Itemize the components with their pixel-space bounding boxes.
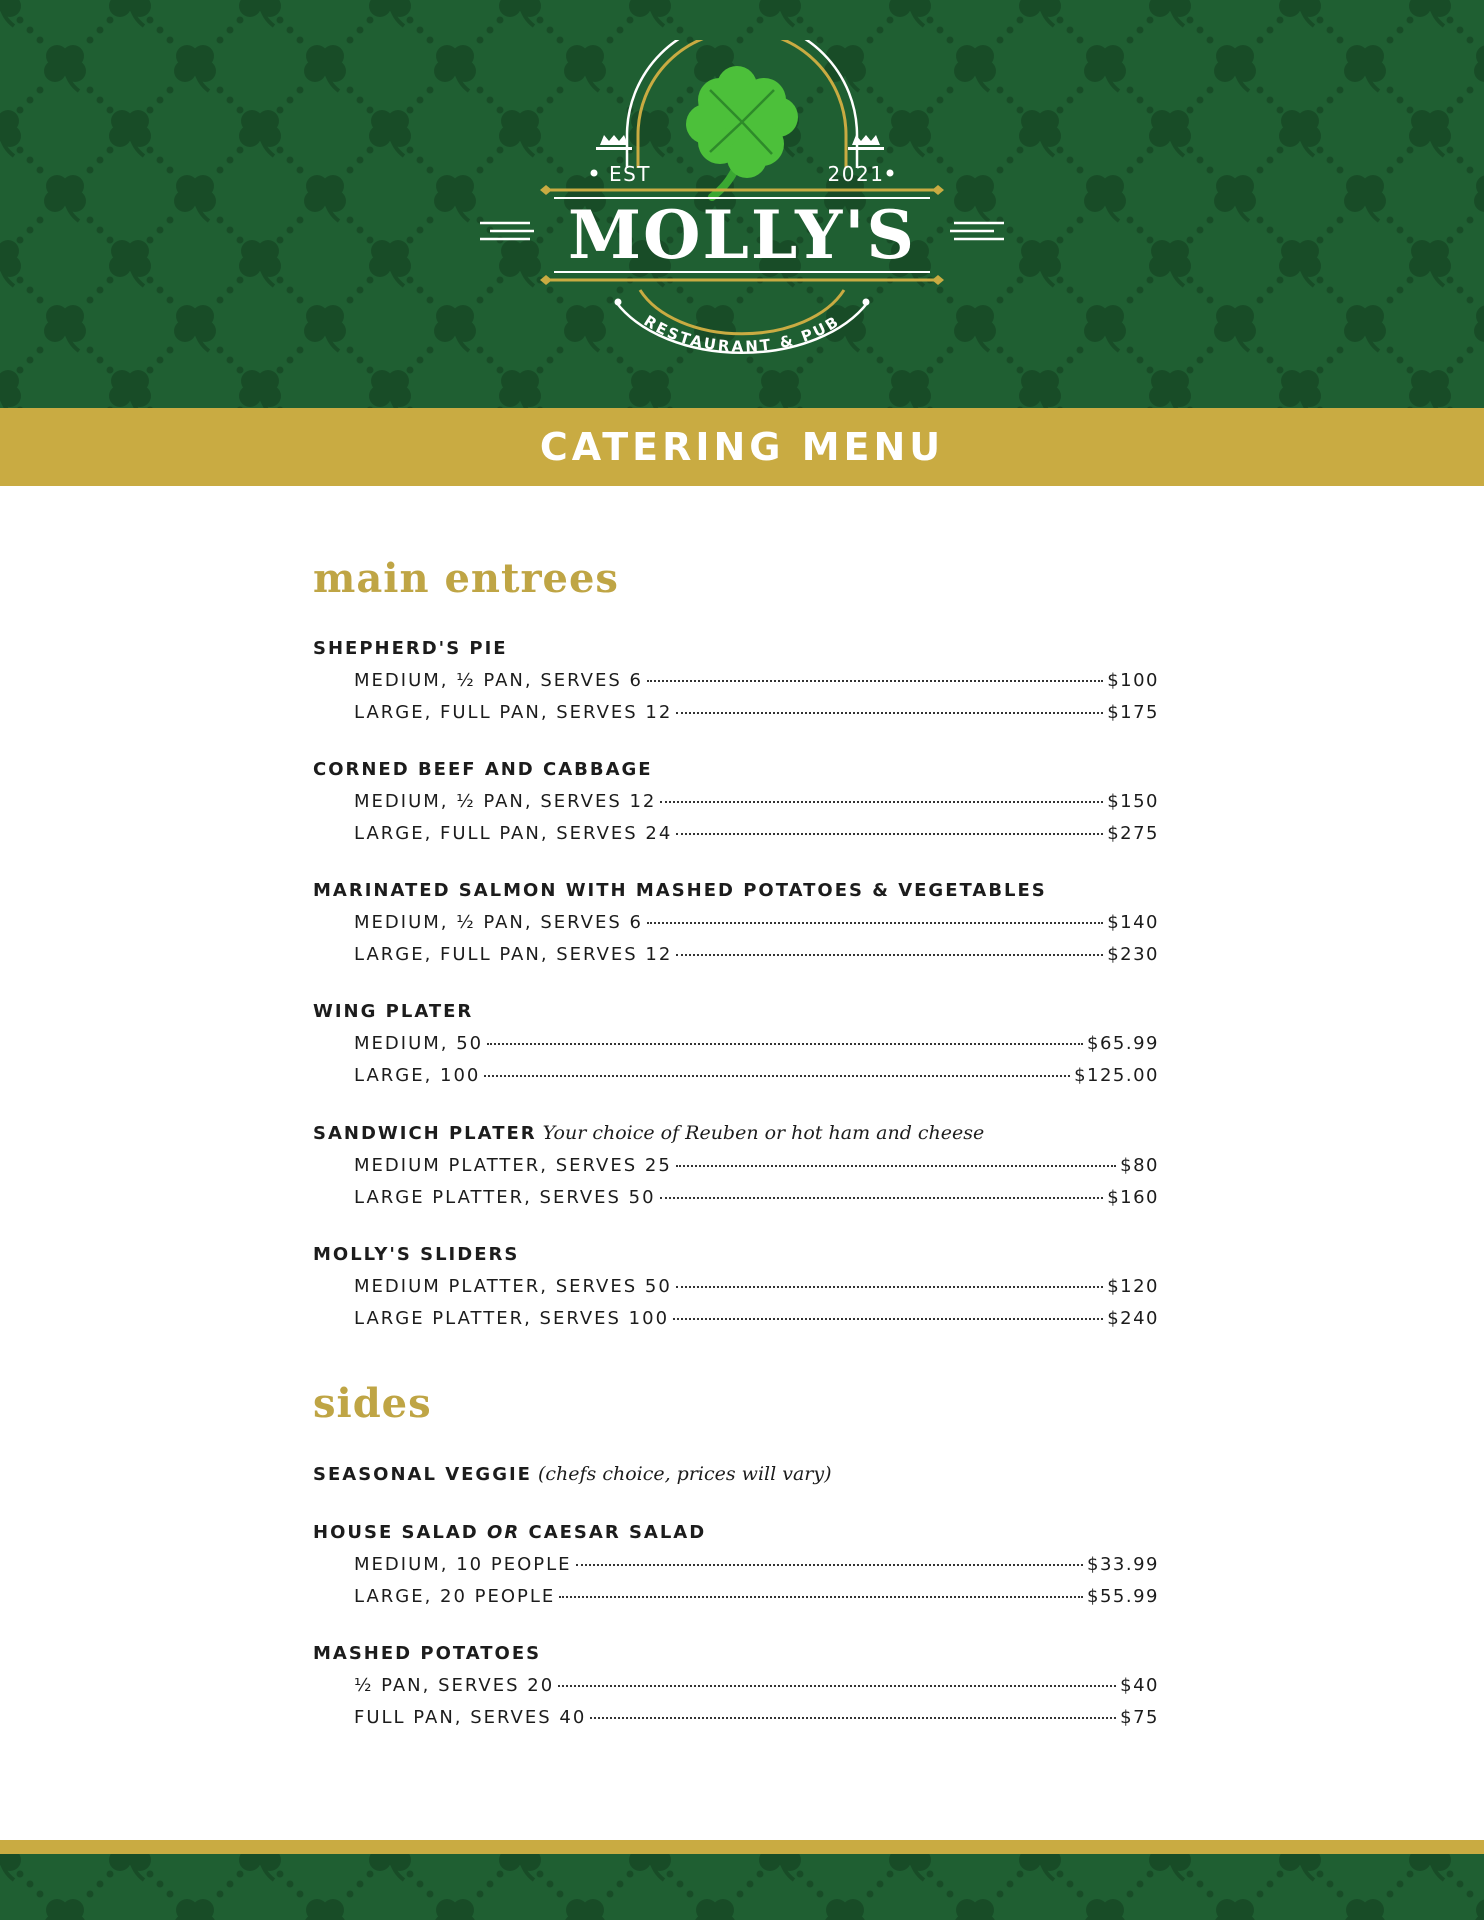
dot-leader — [673, 1318, 1103, 1320]
item-name-text: SANDWICH PLATER — [313, 1123, 537, 1144]
row-price: $230 — [1107, 943, 1159, 965]
menu-item-shepherds-pie — [313, 633, 1159, 728]
row-price: $125.00 — [1074, 1064, 1159, 1086]
price-row — [354, 1581, 1159, 1613]
mollys-logo — [470, 40, 1014, 390]
row-label: LARGE PLATTER, SERVES 50 — [354, 1186, 656, 1208]
price-row — [354, 1060, 1159, 1092]
row-price: $40 — [1120, 1675, 1159, 1696]
price-row — [354, 786, 1159, 818]
item-name — [313, 1458, 1159, 1491]
price-row — [354, 818, 1159, 850]
price-row — [354, 1303, 1159, 1335]
dot-leader — [676, 954, 1103, 956]
row-label: LARGE, 100 — [354, 1064, 481, 1086]
footer-gold-stripe — [0, 1840, 1484, 1854]
item-name: MASHED POTATOES — [313, 1643, 542, 1664]
row-label: MEDIUM PLATTER, SERVES 50 — [354, 1276, 672, 1297]
menu-item-mashed-potatoes — [313, 1638, 1159, 1733]
row-price: $160 — [1107, 1186, 1159, 1208]
price-row — [354, 1549, 1159, 1581]
row-label: LARGE PLATTER, SERVES 100 — [354, 1307, 670, 1329]
row-price: $240 — [1107, 1307, 1159, 1329]
menu-item-wing-plater — [313, 996, 1159, 1091]
row-label: LARGE, FULL PAN, SERVES 24 — [354, 822, 673, 844]
price-row — [354, 1182, 1159, 1214]
price-row — [354, 1150, 1159, 1182]
row-price: $65.99 — [1087, 1033, 1159, 1054]
row-price: $275 — [1107, 822, 1159, 844]
crown-right-icon — [848, 135, 884, 150]
menu-item-salmon — [313, 875, 1159, 970]
menu-item-sandwich-plater — [313, 1117, 1159, 1213]
section-title-sides: sides — [313, 1380, 432, 1427]
brand-name: MOLLY'S — [567, 196, 917, 274]
item-name: WING PLATER — [313, 1001, 474, 1022]
menu-item-mollys-sliders — [313, 1239, 1159, 1334]
menu-item-salad — [313, 1517, 1159, 1612]
item-name-b: CAESAR SALAD — [528, 1522, 707, 1543]
dot-leader — [660, 801, 1103, 803]
row-label: LARGE, FULL PAN, SERVES 12 — [354, 943, 673, 965]
dot-leader — [558, 1685, 1116, 1687]
dot-leader — [676, 1286, 1103, 1288]
banner-title: CATERING MENU — [539, 425, 945, 469]
price-row — [354, 1028, 1159, 1060]
row-label: ½ PAN, SERVES 20 — [354, 1675, 555, 1696]
menu-item-corned-beef — [313, 754, 1159, 849]
dot-leader — [660, 1197, 1104, 1199]
row-label: MEDIUM PLATTER, SERVES 25 — [354, 1155, 672, 1176]
footer — [0, 1854, 1484, 1920]
price-row — [354, 697, 1159, 729]
dot-leader — [676, 833, 1103, 835]
est-label: EST — [608, 162, 652, 186]
row-label: MEDIUM, ½ PAN, SERVES 6 — [354, 912, 643, 933]
dot-leader — [576, 1564, 1084, 1566]
row-label: MEDIUM, 10 PEOPLE — [354, 1554, 572, 1575]
row-price: $150 — [1107, 791, 1159, 812]
row-label: MEDIUM, ½ PAN, SERVES 12 — [354, 791, 657, 812]
item-name-a: HOUSE SALAD — [313, 1522, 479, 1543]
row-price: $120 — [1107, 1276, 1159, 1297]
est-year: 2021 — [827, 162, 885, 186]
item-name: MOLLY'S SLIDERS — [313, 1244, 520, 1265]
row-price: $55.99 — [1087, 1585, 1159, 1607]
dot-leader — [647, 922, 1103, 924]
row-price: $100 — [1107, 670, 1159, 691]
item-name: CORNED BEEF AND CABBAGE — [313, 759, 653, 780]
row-label: LARGE, 20 PEOPLE — [354, 1585, 556, 1607]
dot-leader — [676, 1165, 1116, 1167]
clover-icon — [686, 66, 798, 197]
dot-leader — [676, 712, 1103, 714]
price-row — [354, 907, 1159, 939]
menu-item-seasonal-veggie — [313, 1458, 1159, 1491]
row-price: $140 — [1107, 912, 1159, 933]
dot-leader — [590, 1717, 1116, 1719]
row-label: MEDIUM, ½ PAN, SERVES 6 — [354, 670, 643, 691]
item-name — [313, 1517, 1159, 1549]
dot-leader — [559, 1596, 1083, 1598]
item-name: SHEPHERD'S PIE — [313, 638, 508, 659]
section-title-main-entrees: main entrees — [313, 555, 619, 602]
brand-tagline: RESTAURANT & PUB — [640, 311, 844, 356]
item-name — [313, 1117, 1159, 1150]
dot-leader — [647, 680, 1103, 682]
row-price: $75 — [1120, 1706, 1159, 1728]
item-note: (chefs choice, prices will vary) — [537, 1463, 832, 1485]
item-note: Your choice of Reuben or hot ham and cheese — [542, 1122, 985, 1144]
row-label: FULL PAN, SERVES 40 — [354, 1706, 587, 1728]
price-row — [354, 939, 1159, 971]
item-name-or: OR — [487, 1522, 521, 1543]
row-label: LARGE, FULL PAN, SERVES 12 — [354, 701, 673, 723]
dot-leader — [487, 1043, 1083, 1045]
footer-shamrock-pattern — [0, 1854, 1484, 1920]
catering-banner — [0, 408, 1484, 486]
item-name-text: SEASONAL VEGGIE — [313, 1464, 532, 1485]
header — [0, 0, 1484, 408]
item-name: MARINATED SALMON WITH MASHED POTATOES & VEGETABLES — [313, 880, 1047, 901]
price-row — [354, 1271, 1159, 1303]
price-row — [354, 1670, 1159, 1702]
row-price: $33.99 — [1087, 1554, 1159, 1575]
row-price: $80 — [1120, 1155, 1159, 1176]
dot-leader — [484, 1075, 1070, 1077]
price-row — [354, 1702, 1159, 1734]
price-row — [354, 665, 1159, 697]
row-price: $175 — [1107, 701, 1159, 723]
row-label: MEDIUM, 50 — [354, 1033, 484, 1054]
menu-content — [313, 555, 1159, 1759]
